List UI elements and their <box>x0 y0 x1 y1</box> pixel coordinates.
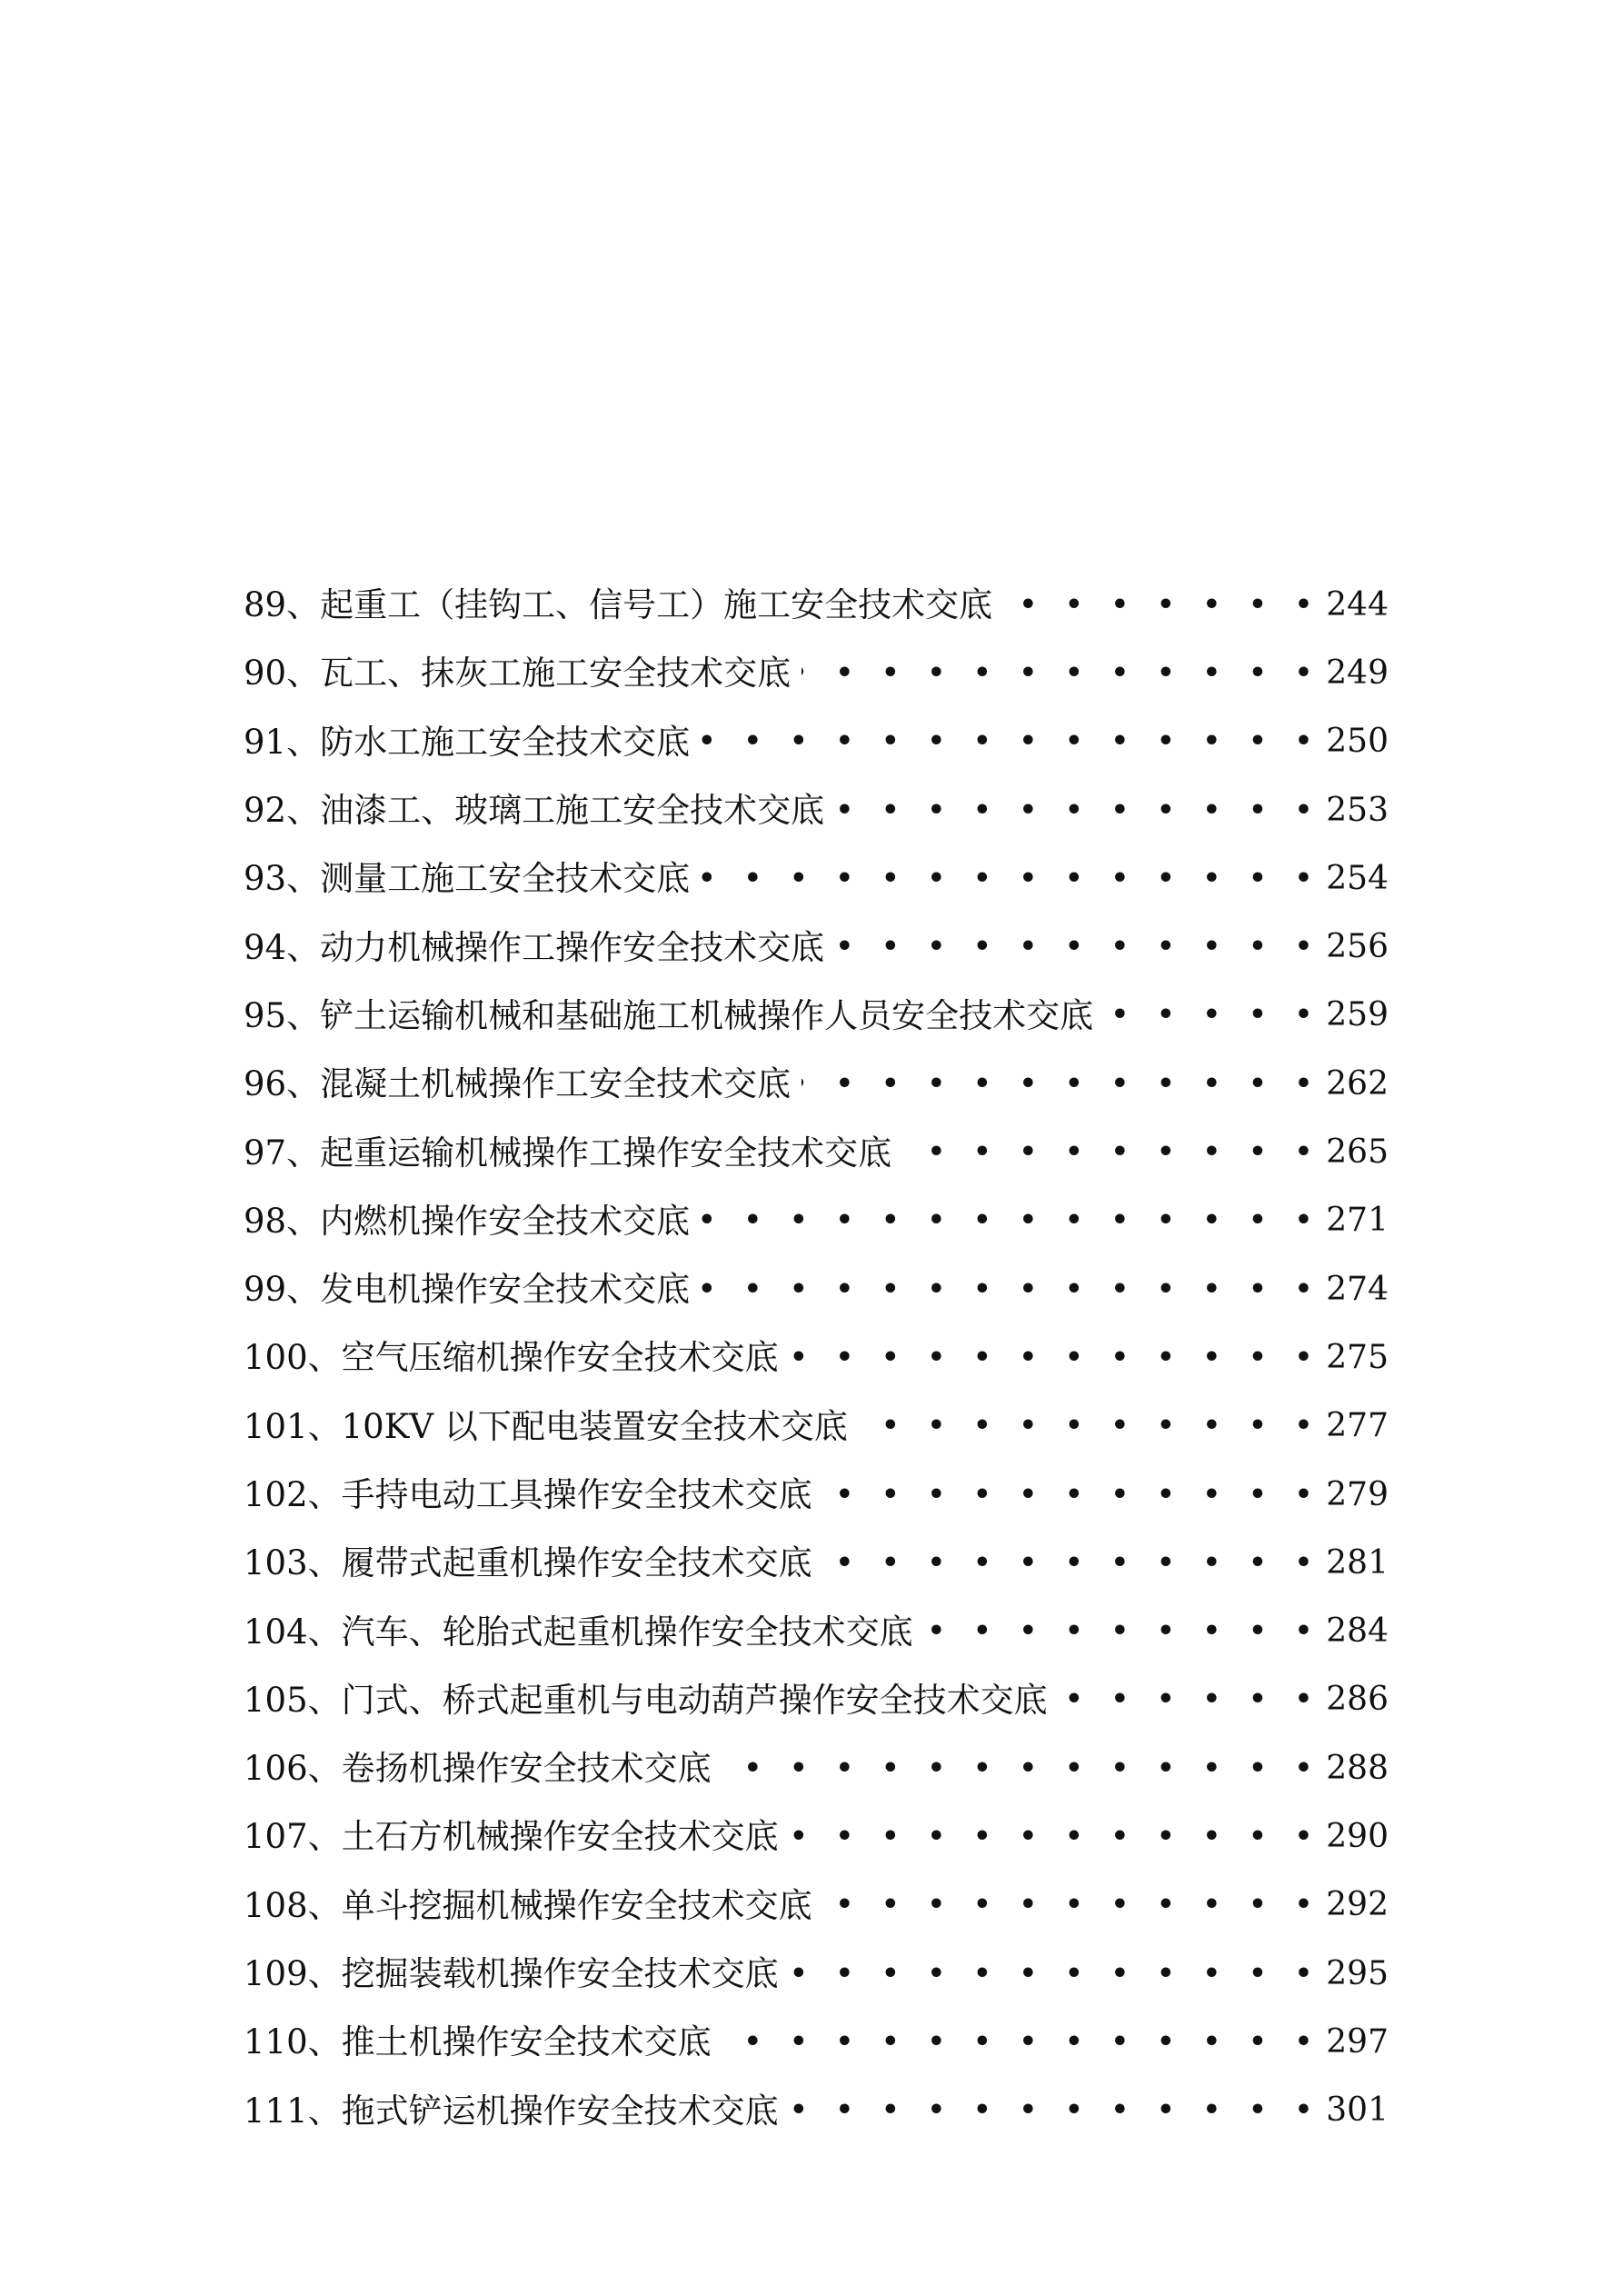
toc-entry-page: 297 <box>1326 2022 1389 2061</box>
toc-entry-title: 100、空气压缩机操作安全技术交底 <box>244 1338 779 1378</box>
toc-entry-title: 91、防水工施工安全技术交底 <box>244 722 691 762</box>
toc-dot-leader <box>902 1134 1312 1171</box>
toc-entry-page: 295 <box>1326 1954 1389 1992</box>
toc-entry-108[interactable] <box>244 1872 1389 1940</box>
toc-entry-99[interactable] <box>244 1255 1389 1323</box>
toc-entry-104[interactable] <box>244 1597 1389 1665</box>
toc-entry-105[interactable] <box>244 1666 1389 1734</box>
toc-dot-leader <box>924 1613 1312 1650</box>
toc-entry-107[interactable] <box>244 1802 1389 1871</box>
toc-entry-page: 301 <box>1326 2091 1389 2130</box>
toc-entry-101[interactable] <box>244 1393 1389 1461</box>
toc-dot-leader <box>835 793 1312 829</box>
toc-entry-109[interactable] <box>244 1940 1389 2008</box>
toc-dot-leader <box>790 1340 1312 1376</box>
toc-entry-title: 93、测量工施工安全技术交底 <box>244 859 691 899</box>
toc-entry-100[interactable] <box>244 1323 1389 1392</box>
toc-entry-102[interactable] <box>244 1461 1389 1529</box>
toc-entry-title: 103、履带式起重机操作安全技术交底 <box>244 1543 812 1583</box>
toc-dot-leader <box>722 2024 1312 2061</box>
toc-dot-leader <box>790 2092 1312 2129</box>
toc-entry-89[interactable] <box>244 571 1389 639</box>
toc-entry-110[interactable] <box>244 2008 1389 2076</box>
toc-dot-leader <box>701 1272 1312 1308</box>
toc-entry-title: 95、铲土运输机械和基础施工机械操作人员安全技术交底 <box>244 995 1094 1035</box>
toc-entry-title: 111、拖式铲运机操作安全技术交底 <box>244 2091 779 2131</box>
toc-entry-page: 286 <box>1326 1681 1389 1719</box>
toc-dot-leader <box>790 1819 1312 1855</box>
toc-entry-95[interactable] <box>244 982 1389 1050</box>
toc-entry-106[interactable] <box>244 1734 1389 1802</box>
toc-dot-leader <box>823 1887 1312 1923</box>
table-of-contents <box>244 571 1389 2145</box>
toc-entry-title: 105、门式、桥式起重机与电动葫芦操作安全技术交底 <box>244 1680 1048 1720</box>
toc-entry-title: 99、发电机操作安全技术交底 <box>244 1270 691 1310</box>
toc-entry-title: 89、起重工（挂钩工、信号工）施工安全技术交底 <box>244 585 993 625</box>
toc-entry-page: 288 <box>1326 1749 1389 1787</box>
toc-entry-page: 259 <box>1326 996 1389 1034</box>
toc-entry-94[interactable] <box>244 913 1389 981</box>
toc-dot-leader <box>802 655 1312 692</box>
toc-entry-page: 277 <box>1326 1407 1389 1445</box>
toc-dot-leader <box>1059 1682 1312 1718</box>
toc-entry-111[interactable] <box>244 2077 1389 2145</box>
toc-dot-leader <box>823 1477 1312 1513</box>
toc-entry-title: 90、瓦工、抹灰工施工安全技术交底 <box>244 654 792 694</box>
toc-entry-page: 265 <box>1326 1133 1389 1172</box>
toc-entry-page: 290 <box>1326 1817 1389 1855</box>
toc-entry-title: 94、动力机械操作工操作安全技术交底 <box>244 927 825 967</box>
toc-dot-leader <box>802 1066 1312 1103</box>
toc-entry-page: 249 <box>1326 654 1389 692</box>
toc-entry-91[interactable] <box>244 708 1389 776</box>
toc-dot-leader <box>1003 587 1312 624</box>
toc-entry-title: 96、混凝土机械操作工安全技术交底 <box>244 1064 792 1104</box>
toc-entry-103[interactable] <box>244 1529 1389 1597</box>
toc-entry-title: 92、油漆工、玻璃工施工安全技术交底 <box>244 791 825 831</box>
toc-dot-leader <box>722 1751 1312 1787</box>
toc-dot-leader <box>790 1956 1312 1992</box>
toc-dot-leader <box>701 861 1312 897</box>
toc-dot-leader <box>701 1203 1312 1239</box>
toc-entry-page: 274 <box>1326 1270 1389 1308</box>
toc-entry-98[interactable] <box>244 1187 1389 1255</box>
toc-entry-title: 108、单斗挖掘机械操作安全技术交底 <box>244 1885 812 1925</box>
toc-entry-page: 253 <box>1326 791 1389 829</box>
toc-entry-92[interactable] <box>244 776 1389 844</box>
toc-entry-96[interactable] <box>244 1050 1389 1118</box>
toc-entry-page: 271 <box>1326 1202 1389 1240</box>
toc-entry-page: 250 <box>1326 723 1389 761</box>
toc-dot-leader <box>701 724 1312 760</box>
toc-entry-title: 97、起重运输机械操作工操作安全技术交底 <box>244 1133 892 1173</box>
toc-entry-title: 109、挖掘装载机操作安全技术交底 <box>244 1954 779 1994</box>
toc-entry-93[interactable] <box>244 844 1389 913</box>
toc-entry-title: 107、土石方机械操作安全技术交底 <box>244 1817 779 1857</box>
toc-entry-97[interactable] <box>244 1118 1389 1186</box>
toc-entry-title: 106、卷扬机操作安全技术交底 <box>244 1749 712 1789</box>
toc-entry-90[interactable] <box>244 639 1389 707</box>
toc-entry-title: 104、汽车、轮胎式起重机操作安全技术交底 <box>244 1612 913 1652</box>
toc-entry-page: 275 <box>1326 1338 1389 1376</box>
toc-entry-title: 110、推土机操作安全技术交底 <box>244 2022 712 2062</box>
toc-dot-leader <box>859 1408 1312 1444</box>
toc-entry-page: 292 <box>1326 1886 1389 1924</box>
toc-entry-page: 254 <box>1326 859 1389 897</box>
toc-entry-page: 279 <box>1326 1475 1389 1513</box>
toc-entry-page: 284 <box>1326 1612 1389 1651</box>
toc-entry-page: 281 <box>1326 1543 1389 1582</box>
toc-entry-page: 256 <box>1326 928 1389 966</box>
toc-entry-page: 244 <box>1326 585 1389 624</box>
toc-dot-leader <box>1104 997 1312 1033</box>
toc-entry-title: 102、手持电动工具操作安全技术交底 <box>244 1475 812 1514</box>
toc-entry-page: 262 <box>1326 1064 1389 1103</box>
toc-dot-leader <box>823 1545 1312 1582</box>
toc-entry-title: 98、内燃机操作安全技术交底 <box>244 1201 691 1241</box>
toc-entry-title: 101、10KV 以下配电装置安全技术交底 <box>244 1406 848 1446</box>
toc-dot-leader <box>835 929 1312 965</box>
